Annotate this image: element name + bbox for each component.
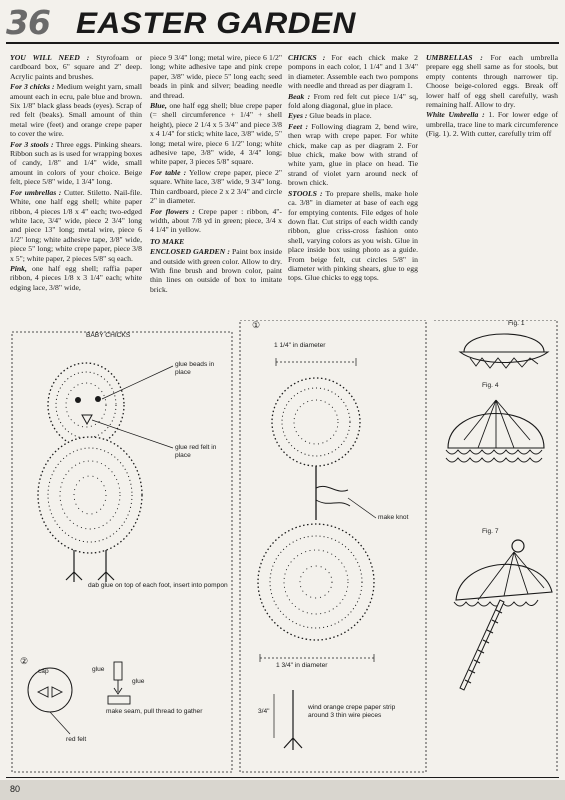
paragraph xyxy=(150,207,282,235)
red-felt-leader xyxy=(50,712,70,734)
paragraph-heading: TO MAKE xyxy=(150,236,185,246)
knot-tails xyxy=(316,486,350,506)
paragraph-text: Following diagram 2, bend wire, then wrap with crepe paper. For white chick, make cap as per diagram 2. For blue chick, make bow with strand of white yarn, glue in place on head. Tie strand of violet yarn around neck of brown chick. xyxy=(288,121,418,188)
paragraph-text: From red felt cut piece 1/4" sq, fold along diagonal, glue in place. xyxy=(288,91,418,111)
glue-strip xyxy=(114,662,122,680)
paragraph xyxy=(10,53,142,81)
paragraph-heading: ENCLOSED GARDEN : xyxy=(150,247,230,257)
paragraph-heading: For flowers : xyxy=(150,206,195,216)
red-felt-label: red felt xyxy=(66,736,87,743)
paragraph-heading: UMBRELLAS : xyxy=(426,53,483,62)
fig7-handle-ring xyxy=(512,540,524,552)
paragraph-text: For each umbrella prepare egg shell same as for stools, but empty contents through narrower tip. Choose beige-colored eggs. Break off lower half of egg shell carefully, wash remaining half. Allow to dry. xyxy=(426,53,558,110)
glue-beads-label: glue beads in place xyxy=(175,361,215,376)
make-seam-label: make seam, pull thread to gather xyxy=(106,708,203,715)
chick-foot-right xyxy=(98,550,114,582)
large-diameter-label: 1 3/4" in diameter xyxy=(276,662,328,669)
fig7-stick xyxy=(460,600,504,690)
paragraph xyxy=(10,264,142,292)
paragraph xyxy=(288,92,418,111)
text-column-3 xyxy=(288,53,418,284)
illustrations xyxy=(8,320,561,775)
small-pompon xyxy=(272,378,360,466)
fig7-ribs xyxy=(478,552,544,600)
glue-label-b: glue xyxy=(132,678,145,685)
make-knot-label: make knot xyxy=(378,514,409,521)
cap-bow xyxy=(38,687,62,697)
paragraph-text: Cutter. Stiletto. Nail-file. White, one half egg shell; white paper ribbon, 4 pieces 1/8 x 4" each; two-edged white lace, 3/4" wide, piece 2 3/4" long and piece 13" long; metal wire, piece 6 1/2" long; white adhesive tape, 3/8" wide, piece 5" long; white crepe paper, piece 3/8 x 5"; white paper, 2 pieces 5/8" sq each. xyxy=(10,187,142,263)
paragraph-heading: For table : xyxy=(150,167,187,177)
paragraph-text: 1. For lower edge of umbrella, trace line to mark circumference (Fig. 1). 2. With cutter, carefully trim off xyxy=(426,110,559,139)
text-column-1 xyxy=(10,53,142,293)
baby-chicks-title: BABY CHICKS xyxy=(86,332,131,339)
paragraph-text: Glue beads in place. xyxy=(307,111,372,121)
illustration-canvas xyxy=(8,320,561,775)
paragraph xyxy=(288,189,418,283)
text-column-4 xyxy=(426,53,558,140)
paragraph xyxy=(150,237,282,246)
text-column-2 xyxy=(150,53,282,295)
page-header xyxy=(6,3,559,42)
footer-page-number: 80 xyxy=(10,784,21,794)
paragraph xyxy=(288,53,418,91)
fig1-shell-outline xyxy=(464,334,544,352)
paragraph-text: Yellow crepe paper, piece 2" square. White lace, 3/8" wide, 9 3/4" long. Thin cardboard, piece 2 x 2 3/4" and circle 2" in diameter. xyxy=(150,167,282,206)
paragraph xyxy=(10,82,142,138)
paragraph xyxy=(426,53,558,109)
large-pompon xyxy=(258,524,374,640)
fig1-shell-base xyxy=(460,352,548,363)
chick-illustration xyxy=(38,363,173,582)
diagram1-number: ① xyxy=(252,320,261,330)
paragraph xyxy=(150,101,282,167)
paragraph xyxy=(10,188,142,263)
fig4-ribs xyxy=(464,400,530,448)
diagram1-illustration xyxy=(258,358,376,750)
paragraph xyxy=(288,122,418,188)
small-diameter-label: 1 1/4" in diameter xyxy=(274,342,326,349)
fig4-lace-ruffle xyxy=(446,450,542,454)
paragraph-text: Medium weight yarn, small amount each in ecru, pale blue and brown. Six 1/8" black glass beads (eyes). Scrap of red felt (beaks). Small amount of thin metal wire (feet) and orange crepe paper to cover the wire. xyxy=(10,82,142,139)
page-number: 36 xyxy=(6,3,50,42)
glue-felt-label: glue red felt in place xyxy=(175,444,217,459)
diagram2-number: ② xyxy=(20,656,29,666)
paragraph-heading: Eyes : xyxy=(288,111,308,121)
paragraph-heading: Beak : xyxy=(288,91,311,101)
paragraph xyxy=(150,53,282,100)
paragraph-heading: For umbrellas : xyxy=(10,187,62,197)
paragraph xyxy=(10,140,142,187)
cap-label: cap xyxy=(38,668,49,675)
glue-label-a: glue xyxy=(92,666,105,673)
paragraph-text: one half egg shell; blue crepe paper (= shell circumference + 1/4" + shell height), piece 2 1/4 x 5 3/4" and piece 3/8 x 4 1/4" for stick; white lace, 3/8" wide, 5" long; metal wire, piece 6 1/2" long; white adhesive tape, 3/8" wide, 4 3/4" long; white paper, 3 pieces 5/8" square. xyxy=(150,101,282,167)
paragraph xyxy=(426,110,558,138)
wire-foot xyxy=(284,690,302,750)
chick-eye-right xyxy=(95,396,101,402)
paragraph-heading: Pink, xyxy=(10,263,27,273)
make-knot-leader xyxy=(348,498,376,518)
down-arrow xyxy=(114,680,122,694)
header-rule xyxy=(6,42,559,44)
seam-strip xyxy=(108,696,130,704)
paragraph-heading: Feet : xyxy=(288,121,309,131)
chick-foot-left xyxy=(66,550,82,582)
cap-circle xyxy=(28,668,72,712)
paragraph-text: Three eggs. Pinking shears. Ribbon such as is used for wrapping boxes of candy, 1/8" and 1/4" wide, small amount in colors of your choice. Beige felt, piece 5/8" wide, 1 3/4" long. xyxy=(10,139,143,187)
dab-glue-label: dab glue on top of each foot, insert into pompon xyxy=(88,582,228,589)
paragraph-heading: STOOLS : xyxy=(288,188,323,198)
fig7-lace-ruffle xyxy=(454,600,538,606)
wind-orange-label: wind orange crepe paper strip around 3 thin wire pieces xyxy=(308,704,396,719)
paragraph-text: Paint box inside and outside with green color. Allow to dry. With fine brush and brown color, paint thin lines on outside of box to imitate brick. xyxy=(150,247,283,294)
paragraph-text: Styrofoam or cardboard box, 6" square and 2" deep. Acrylic paints and brushes. xyxy=(10,53,143,81)
paragraph-heading: YOU WILL NEED : xyxy=(10,53,90,62)
fig7-label: Fig. 7 xyxy=(482,528,499,535)
paragraph-text: piece 9 3/4" long; metal wire, piece 6 1/2" long; white adhesive tape and pink crepe paper, 3/8" wide, piece 5" long each; seed beads in pink and silver; beading needle and thread. xyxy=(150,53,282,100)
wire-length-label: 3/4" xyxy=(258,708,270,715)
paragraph-heading: White Umbrella : xyxy=(426,110,485,120)
umbrella-illustrations xyxy=(446,334,552,690)
paragraph-text: To prepare shells, make hole ca. 3/8" in diameter at base of each egg for emptying contents. File edges of hole down flat. Cut strips of each width candy ribbon, glue criss-cross fashion onto shell, varying colors as you wish. Glue in place inside box using photo as a guide. From beige felt, cut circles 5/8" in diameter with pinking shears, glue to egg tops. Glue chicks to egg tops. xyxy=(288,188,419,283)
paragraph-text: For each chick make 2 pompons in each color, 1 1/4" and 1 3/4" in diameter. Assemble each two pompons with needle and thread as per diagram 1. xyxy=(288,53,418,91)
paragraph-text: one half egg shell; raffia paper ribbon, 4 pieces 1/8 x 3 1/4" each; white edging lace, 3/8" wide, xyxy=(10,263,142,292)
footer-rule xyxy=(6,777,559,778)
paragraph xyxy=(288,111,418,120)
footer-band xyxy=(0,780,565,800)
page-title: EASTER GARDEN xyxy=(76,7,356,40)
paragraph xyxy=(150,247,282,294)
paragraph-heading: CHICKS : xyxy=(288,53,326,62)
paragraph-heading: For 3 stools : xyxy=(10,139,54,149)
paragraph-heading: For 3 chicks : xyxy=(10,82,55,92)
fig4-label: Fig. 4 xyxy=(482,382,499,389)
fig4-lace-ruffle-lower xyxy=(446,458,542,462)
chick-body xyxy=(38,437,142,553)
chick-head xyxy=(48,363,124,447)
paragraph-heading: Blue, xyxy=(150,101,167,111)
paragraph-text: Crepe paper : ribbon, 4"-width, about 7/8 yd in green; piece, 3/4 x 4 1/4" in yellow. xyxy=(150,206,282,235)
chick-eye-left xyxy=(75,397,81,403)
fig1-label: Fig. 1 xyxy=(508,320,525,327)
paragraph xyxy=(150,168,282,206)
